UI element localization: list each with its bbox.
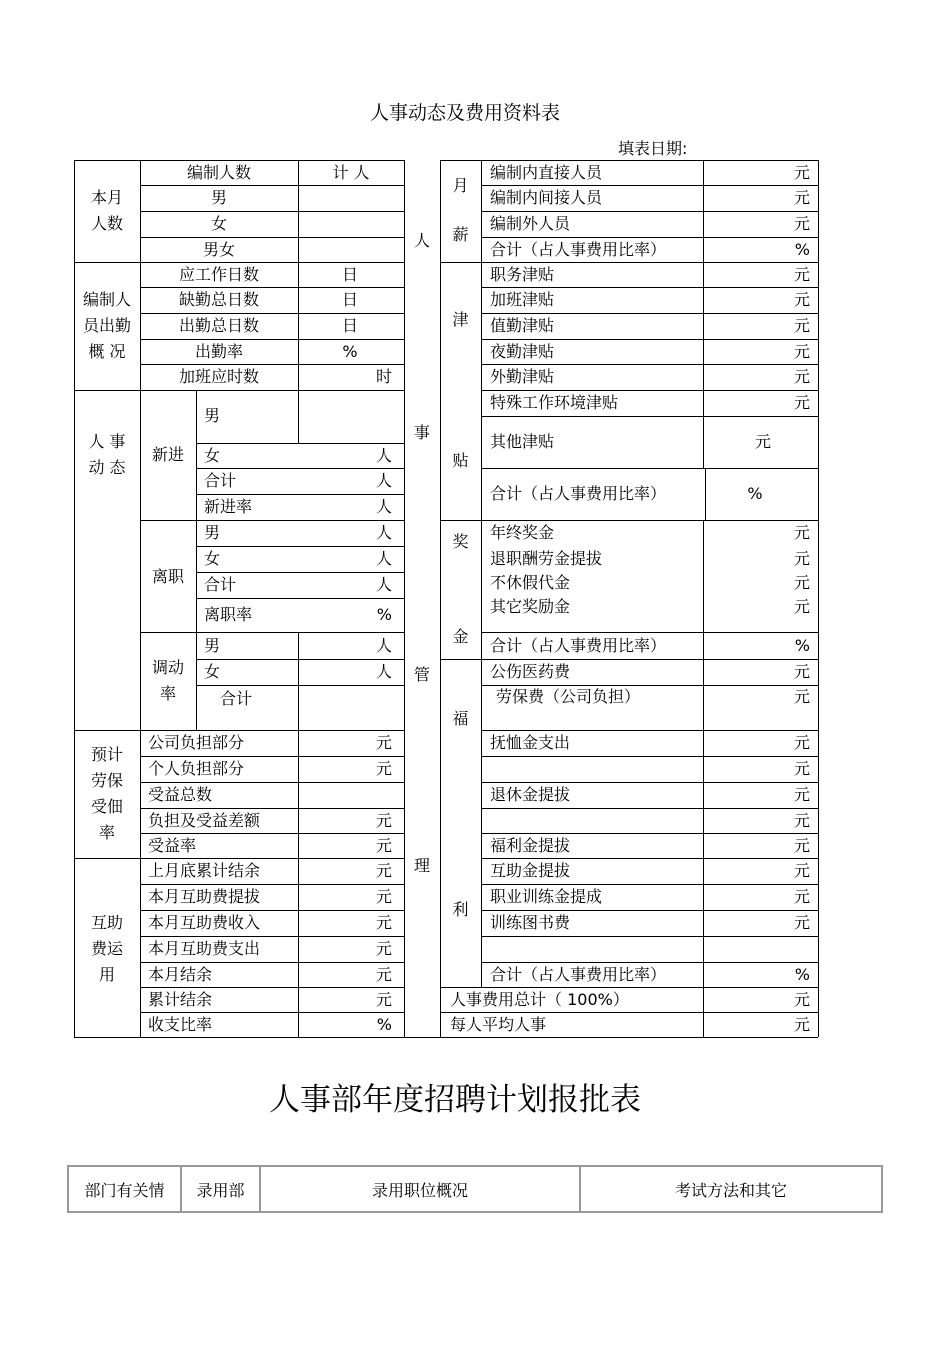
- grid-line: [140, 782, 404, 783]
- mutual-fund-row-unit: 元: [375, 861, 392, 880]
- grid-line: [140, 884, 404, 885]
- grid-line: [481, 962, 818, 963]
- grid-line: [196, 390, 197, 730]
- mutual-fund-group-label: 互助: [90, 913, 123, 932]
- grid-line: [140, 756, 404, 757]
- allowance-row-label: 职务津贴: [490, 264, 555, 284]
- mutual-fund-row-label: 上月底累计结余: [148, 861, 261, 880]
- attendance-group-label: 概 况: [88, 342, 126, 361]
- welfare-group-label: 利: [452, 900, 469, 919]
- header-hiring-department: 录用部: [182, 1167, 261, 1211]
- right-top-border: [440, 160, 818, 161]
- mutual-fund-row-unit: 元: [375, 964, 392, 984]
- grid-line: [74, 390, 404, 391]
- allowance-row-label: 合计（占人事费用比率）: [490, 484, 667, 503]
- grid-line: [481, 910, 818, 911]
- attendance-unit: 日: [341, 316, 358, 335]
- grid-line: [481, 936, 818, 937]
- grid-line: [481, 833, 818, 834]
- totals-row-unit: 元: [793, 1014, 810, 1034]
- welfare-row-unit: 元: [793, 861, 810, 880]
- grid-line: [140, 520, 404, 521]
- center-vertical-char: 管: [413, 665, 430, 684]
- allowance-row-label: 外勤津贴: [490, 367, 555, 386]
- welfare-row-label: 合计（占人事费用比率）: [490, 964, 667, 984]
- bonus-row-label: 其它奖励金: [490, 597, 571, 616]
- totals-row-label: 人事费用总计（ 100%）: [450, 989, 629, 1009]
- new-hire-row-unit: 人: [375, 497, 392, 516]
- salary-row-label: 合计（占人事费用比率）: [490, 239, 667, 259]
- header-exam-method: 考试方法和其它: [674, 1180, 787, 1200]
- grid-line: [196, 494, 404, 495]
- grid-line: [140, 936, 404, 937]
- header-department-info: 部门有关情: [69, 1167, 182, 1211]
- salary-row-unit: 元: [793, 188, 810, 207]
- allowance-row-label: 值勤津贴: [490, 316, 555, 335]
- allowance-group-label: 津: [452, 310, 469, 329]
- grid-line: [440, 262, 818, 263]
- welfare-row-unit: 元: [793, 887, 810, 906]
- grid-line: [481, 416, 818, 417]
- dynamics-group-label: 人 事: [88, 432, 126, 451]
- mutual-fund-row-unit: %: [376, 1014, 392, 1034]
- insurance-group-label: 预计: [90, 745, 123, 764]
- salary-group-label: 月: [452, 176, 469, 195]
- grid-line: [140, 1012, 404, 1013]
- attendance-unit: 时: [375, 367, 392, 386]
- grid-line: [481, 211, 818, 212]
- welfare-row-label: 福利金提拔: [490, 835, 571, 855]
- transfer-row-unit: 人: [375, 662, 392, 681]
- monthly-count-value: 计 人: [332, 162, 370, 182]
- bonus-row-unit: 元: [793, 597, 810, 616]
- mutual-fund-row-label: 累计结余: [148, 989, 213, 1009]
- mutual-fund-row-unit: 元: [375, 989, 392, 1009]
- allowance-row-unit: 元: [793, 290, 810, 309]
- recruitment-plan-table: [67, 1165, 883, 1213]
- welfare-row-label: 公伤医药费: [490, 662, 571, 681]
- right-group-divider: [481, 160, 482, 987]
- grid-line: [481, 884, 818, 885]
- insurance-row-label: 受益率: [148, 835, 197, 855]
- grid-line: [481, 782, 818, 783]
- grid-line: [440, 1012, 818, 1013]
- attendance-unit: 日: [341, 290, 358, 309]
- center-left-border: [404, 160, 405, 1037]
- allowance-row-unit: 元: [793, 316, 810, 335]
- attendance-group-label: 编制人: [82, 290, 131, 309]
- resign-row-unit: %: [376, 605, 392, 624]
- welfare-row-label: 退休金提拔: [490, 785, 571, 804]
- center-vertical-char: 人: [413, 231, 430, 250]
- resign-label: 离职: [151, 567, 184, 586]
- grid-line: [74, 730, 404, 731]
- grid-line: [703, 632, 704, 659]
- new-hire-row-label: 合计: [204, 471, 237, 490]
- insurance-row-label: 公司负担部分: [148, 733, 245, 752]
- transfer-row-label: 合计: [220, 688, 253, 708]
- grid-line: [74, 262, 404, 263]
- welfare-row-unit: 元: [793, 662, 810, 681]
- new-hire-row-unit: 人: [375, 471, 392, 490]
- fill-date-label: 填表日期:: [618, 139, 688, 158]
- bonus-row-unit: 元: [793, 523, 810, 542]
- recruitment-plan-title: 人事部年度招聘计划报批表: [269, 1082, 641, 1118]
- transfer-row-unit: 人: [375, 635, 392, 655]
- grid-line: [196, 443, 404, 444]
- bonus-row-unit: %: [794, 635, 810, 655]
- bonus-row-unit: 元: [793, 549, 810, 568]
- grid-line: [440, 987, 818, 988]
- allowance-row-unit: %: [747, 484, 763, 503]
- monthly-count-group-label: 人数: [90, 214, 123, 233]
- allowance-row-label: 特殊工作环境津贴: [490, 393, 619, 412]
- monthly-count-label: 女: [210, 214, 227, 233]
- salary-row-label: 编制内间接人员: [490, 188, 603, 207]
- grid-line: [481, 390, 818, 391]
- grid-line: [140, 910, 404, 911]
- grid-line: [440, 659, 818, 660]
- attendance-group-label: 员出勤: [82, 316, 131, 335]
- bonus-row-label: 退职酬劳金提拔: [490, 549, 603, 568]
- grid-line: [196, 659, 404, 660]
- allowance-row-unit: 元: [754, 432, 771, 451]
- insurance-row-label: 负担及受益差额: [148, 810, 261, 830]
- welfare-row-unit: 元: [793, 759, 810, 778]
- insurance-group-label: 率: [98, 823, 115, 842]
- mutual-fund-row-unit: 元: [375, 939, 392, 958]
- grid-line: [481, 185, 818, 186]
- insurance-row-label: 受益总数: [148, 785, 213, 804]
- new-hire-row-label: 男: [204, 406, 221, 425]
- left-top-border: [74, 160, 404, 161]
- mutual-fund-group-label: 费运: [90, 939, 123, 958]
- welfare-row-unit: 元: [793, 733, 810, 752]
- allowance-row-label: 夜勤津贴: [490, 341, 555, 361]
- center-vertical-char: 理: [413, 856, 430, 875]
- grid-line: [74, 858, 404, 859]
- mutual-fund-row-label: 收支比率: [148, 1014, 213, 1034]
- mutual-fund-group-label: 用: [98, 965, 115, 984]
- totals-row-unit: 元: [793, 989, 810, 1009]
- welfare-row-unit: 元: [793, 785, 810, 804]
- dynamics-group-label: 动 态: [88, 458, 126, 477]
- grid-line: [140, 833, 404, 834]
- welfare-row-unit: 元: [793, 810, 810, 830]
- welfare-row-unit: 元: [793, 913, 810, 932]
- new-hire-row-label: 女: [204, 445, 221, 465]
- grid-line: [440, 520, 818, 521]
- grid-line: [140, 808, 404, 809]
- resign-row-label: 女: [204, 549, 221, 568]
- attendance-unit: %: [342, 341, 358, 361]
- mutual-fund-row-label: 本月互助费支出: [148, 939, 261, 958]
- center-vertical-char: 事: [413, 423, 430, 442]
- welfare-row-label: 互助金提拔: [490, 861, 571, 880]
- grid-line: [481, 237, 818, 238]
- monthly-count-label: 编制人数: [186, 162, 251, 182]
- salary-group-label: 薪: [452, 225, 469, 244]
- welfare-row-label: 劳保费（公司负担）: [496, 687, 641, 706]
- grid-line: [140, 339, 404, 340]
- resign-row-unit: 人: [375, 523, 392, 542]
- attendance-label: 出勤总日数: [178, 316, 259, 335]
- allowance-row-unit: 元: [793, 367, 810, 386]
- grid-line: [481, 858, 818, 859]
- grid-line: [196, 546, 404, 547]
- mutual-fund-row-unit: 元: [375, 913, 392, 932]
- resign-row-label: 男: [204, 523, 221, 542]
- resign-row-unit: 人: [375, 575, 392, 594]
- transfer-row-label: 男: [204, 635, 221, 655]
- salary-row-label: 编制内直接人员: [490, 162, 603, 182]
- page-title: 人事动态及费用资料表: [369, 102, 560, 124]
- grid-line: [481, 364, 818, 365]
- transfer-row-label: 女: [204, 662, 221, 681]
- salary-row-label: 编制外人员: [490, 214, 571, 233]
- grid-line: [481, 339, 818, 340]
- resign-row-unit: 人: [375, 549, 392, 568]
- welfare-row-label: 抚恤金支出: [490, 733, 571, 752]
- bonus-row-label: 年终奖金: [490, 523, 555, 542]
- bonus-row-label: 不休假代金: [490, 573, 571, 592]
- salary-row-unit: %: [794, 239, 810, 259]
- bonus-group-label: 金: [452, 627, 469, 646]
- allowance-group-label: 贴: [452, 451, 469, 470]
- grid-line: [140, 364, 404, 365]
- insurance-row-unit: 元: [375, 810, 392, 830]
- attendance-unit: 日: [341, 264, 358, 284]
- grid-line: [481, 313, 818, 314]
- grid-line: [140, 313, 404, 314]
- allowance-row-label: 加班津贴: [490, 290, 555, 309]
- grid-line: [196, 572, 404, 573]
- totals-row-label: 每人平均人事: [450, 1014, 547, 1034]
- new-hire-label: 新进: [151, 445, 184, 464]
- grid-line: [481, 632, 818, 633]
- insurance-row-unit: 元: [375, 759, 392, 778]
- welfare-row-unit: %: [794, 964, 810, 984]
- attendance-label: 加班应时数: [178, 367, 259, 386]
- monthly-count-group-label: 本月: [90, 188, 123, 207]
- resign-row-label: 合计: [204, 575, 237, 594]
- insurance-group-label: 受佃: [90, 797, 123, 816]
- welfare-row-unit: 元: [793, 835, 810, 855]
- mutual-fund-row-label: 本月互助费提拔: [148, 887, 261, 906]
- allowance-row-unit: 元: [793, 393, 810, 412]
- monthly-count-label: 男: [210, 188, 227, 207]
- monthly-count-label: 男女: [202, 239, 235, 259]
- welfare-group-label: 福: [452, 709, 469, 728]
- bottom-border: [74, 1037, 818, 1038]
- grid-line: [481, 730, 818, 731]
- new-hire-row-unit: 人: [375, 445, 392, 465]
- bonus-row-unit: 元: [793, 573, 810, 592]
- header-position-overview: 录用职位概况: [261, 1167, 581, 1211]
- grid-line: [140, 632, 404, 633]
- attendance-label: 缺勤总日数: [178, 290, 259, 309]
- transfer-label: 调动: [151, 658, 184, 677]
- welfare-row-label: 职业训练金提成: [490, 887, 603, 906]
- mutual-fund-row-label: 本月互助费收入: [148, 913, 261, 932]
- grid-line: [298, 390, 299, 443]
- grid-line: [481, 287, 818, 288]
- welfare-row-unit: 元: [793, 687, 810, 706]
- mutual-fund-row-unit: 元: [375, 887, 392, 906]
- insurance-row-unit: 元: [375, 835, 392, 855]
- grid-line: [140, 987, 404, 988]
- grid-line: [140, 237, 404, 238]
- insurance-row-unit: 元: [375, 733, 392, 752]
- grid-line: [140, 185, 404, 186]
- grid-line: [196, 468, 404, 469]
- salary-row-unit: 元: [793, 214, 810, 233]
- grid-line: [196, 598, 404, 599]
- bonus-group-label: 奖: [452, 532, 469, 551]
- welfare-row-label: 训练图书费: [490, 913, 571, 932]
- grid-line: [481, 756, 818, 757]
- mutual-fund-row-label: 本月结余: [148, 964, 213, 984]
- new-hire-row-label: 新进率: [204, 497, 253, 516]
- grid-line: [481, 468, 818, 469]
- grid-line: [140, 962, 404, 963]
- allowance-row-unit: 元: [793, 264, 810, 284]
- right-border: [818, 160, 819, 1037]
- grid-line: [140, 287, 404, 288]
- salary-row-unit: 元: [793, 162, 810, 182]
- insurance-group-label: 劳保: [90, 771, 123, 790]
- transfer-label: 率: [159, 684, 176, 703]
- grid-line: [481, 685, 818, 686]
- grid-line: [196, 685, 404, 686]
- attendance-label: 出勤率: [194, 341, 243, 361]
- resign-row-label: 离职率: [204, 605, 253, 624]
- attendance-label: 应工作日数: [178, 264, 259, 284]
- bonus-row-label: 合计（占人事费用比率）: [490, 635, 667, 655]
- grid-line: [140, 211, 404, 212]
- insurance-row-label: 个人负担部分: [148, 759, 245, 778]
- allowance-row-unit: 元: [793, 341, 810, 361]
- grid-line: [481, 808, 818, 809]
- allowance-row-label: 其他津贴: [490, 432, 555, 451]
